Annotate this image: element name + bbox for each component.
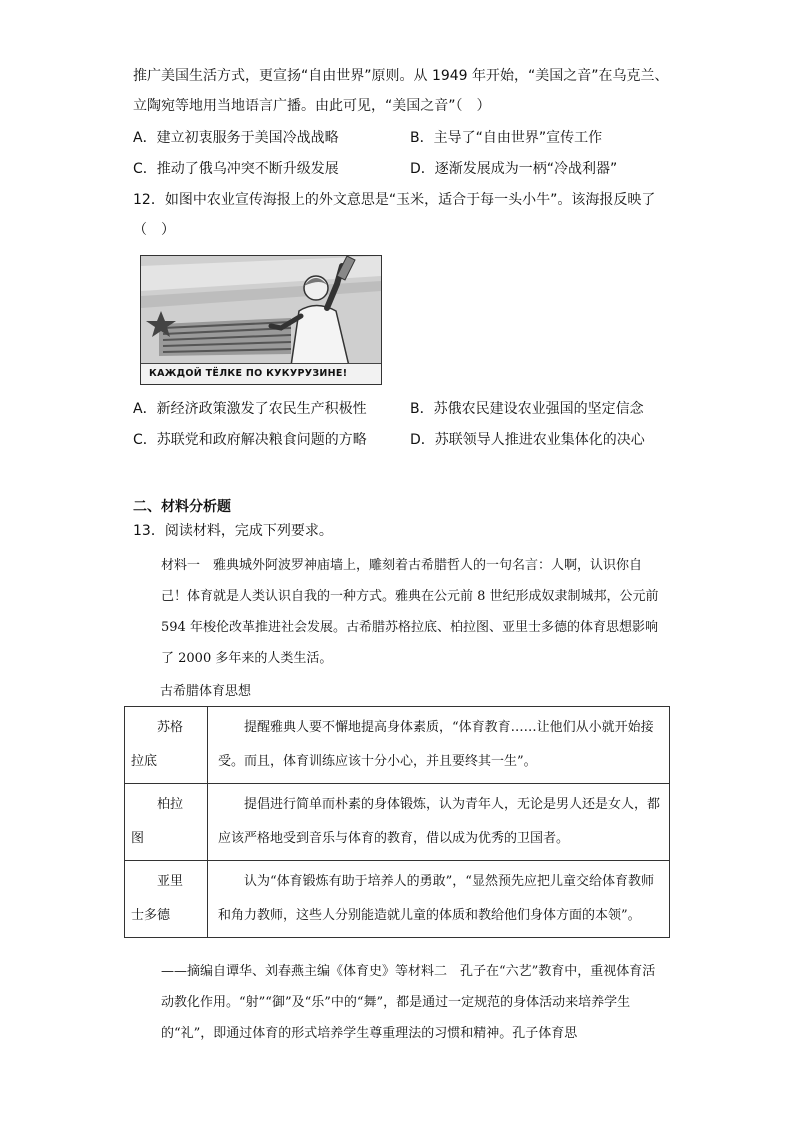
desc-text: 提醒雅典人要不懈地提高身体素质，“体育教育……让他们从小就开始接受。而且，体育训练应该十分小心，并且要终其一生”。 bbox=[218, 720, 654, 769]
table-cell-desc bbox=[208, 861, 670, 938]
name-part-2: 拉底 bbox=[131, 754, 158, 769]
name-part-1: 柏拉 bbox=[157, 797, 184, 812]
name-part-2: 士多德 bbox=[131, 908, 171, 923]
q11-option-a[interactable]: A．建立初衷服务于美国冷战战略 bbox=[133, 130, 339, 146]
table-cell-desc bbox=[208, 784, 670, 861]
desc-text: 提倡进行简单而朴素的身体锻炼，认为青年人，无论是男人还是女人，都应该严格地受到音乐与体育的教育，借以成为优秀的卫国者。 bbox=[218, 797, 661, 846]
table-cell-name bbox=[125, 707, 208, 784]
section-title: 二、材料分析题 bbox=[133, 499, 231, 515]
q11-option-b[interactable]: B．主导了“自由世界”宣传工作 bbox=[410, 130, 603, 146]
q11-option-d[interactable]: D．逐渐发展成为一柄“冷战利器” bbox=[410, 161, 618, 177]
poster-caption: КАЖДОЙ ТЁЛКЕ ПО КУКУРУЗИНЕ! bbox=[141, 363, 381, 384]
agriculture-poster bbox=[140, 255, 382, 385]
q11-line-2: 立陶宛等地用当地语言广播。由此可见，“美国之音”（ ） bbox=[133, 98, 491, 114]
greek-thought-table bbox=[124, 706, 670, 938]
q13-intro: 13．阅读材料，完成下列要求。 bbox=[133, 523, 333, 539]
table-row bbox=[125, 707, 670, 784]
table-cell-name bbox=[125, 861, 208, 938]
q12-option-c[interactable]: C．苏联党和政府解决粮食问题的方略 bbox=[133, 432, 367, 448]
material-1-text: 材料一 雅典城外阿波罗神庙墙上，雕刻着古希腊哲人的一句名言：人啊，认识你自己！体育就是人类认识自我的一种方式。雅典在公元前 8 世纪形成奴隶制城邦，公元前 594 年梭伦改革推进社会发展。古希腊苏格拉底、柏拉图、亚里士多德的体育思想影响了 2000 多年来的人类生活。 bbox=[161, 558, 659, 666]
q12-option-b[interactable]: B．苏俄农民建设农业强国的坚定信念 bbox=[410, 401, 644, 417]
table-row bbox=[125, 784, 670, 861]
material-2 bbox=[133, 956, 661, 1049]
material-1 bbox=[133, 550, 661, 674]
q11-option-c[interactable]: C．推动了俄乌冲突不断升级发展 bbox=[133, 161, 339, 177]
name-part-1: 苏格 bbox=[157, 720, 184, 735]
material-2-text: ——摘编自谭华、刘春燕主编《体育史》等材料二 孔子在“六艺”教育中，重视体育活动教化作用。“射”“御”及“乐”中的“舞”，都是通过一定规范的身体活动来培养学生的“礼”，即通过体育的形式培养学生尊重理法的习惯和精神。孔子体育思 bbox=[161, 964, 656, 1041]
desc-text: 认为“体育锻炼有助于培养人的勇敢”，“显然预先应把儿童交给体育教师和角力教师，这些人分别能造就儿童的体质和教给他们身体方面的本领”。 bbox=[218, 874, 654, 923]
q11-line-1: 推广美国生活方式，更宣扬“自由世界”原则。从 1949 年开始，“美国之音”在乌克兰、 bbox=[133, 68, 669, 84]
name-part-2: 图 bbox=[131, 831, 145, 846]
name-part-1: 亚里 bbox=[157, 874, 184, 889]
table-row bbox=[125, 861, 670, 938]
q12-option-a[interactable]: A．新经济政策激发了农民生产积极性 bbox=[133, 401, 367, 417]
table-caption: 古希腊体育思想 bbox=[160, 684, 252, 699]
q12-line-1: 12．如图中农业宣传海报上的外文意思是“玉米，适合于每一头小牛”。该海报反映了 bbox=[133, 192, 656, 208]
table-cell-name bbox=[125, 784, 208, 861]
q12-line-2: （ ） bbox=[133, 222, 175, 238]
table-cell-desc bbox=[208, 707, 670, 784]
q12-option-d[interactable]: D．苏联领导人推进农业集体化的决心 bbox=[410, 432, 645, 448]
poster-illustration bbox=[141, 256, 381, 366]
